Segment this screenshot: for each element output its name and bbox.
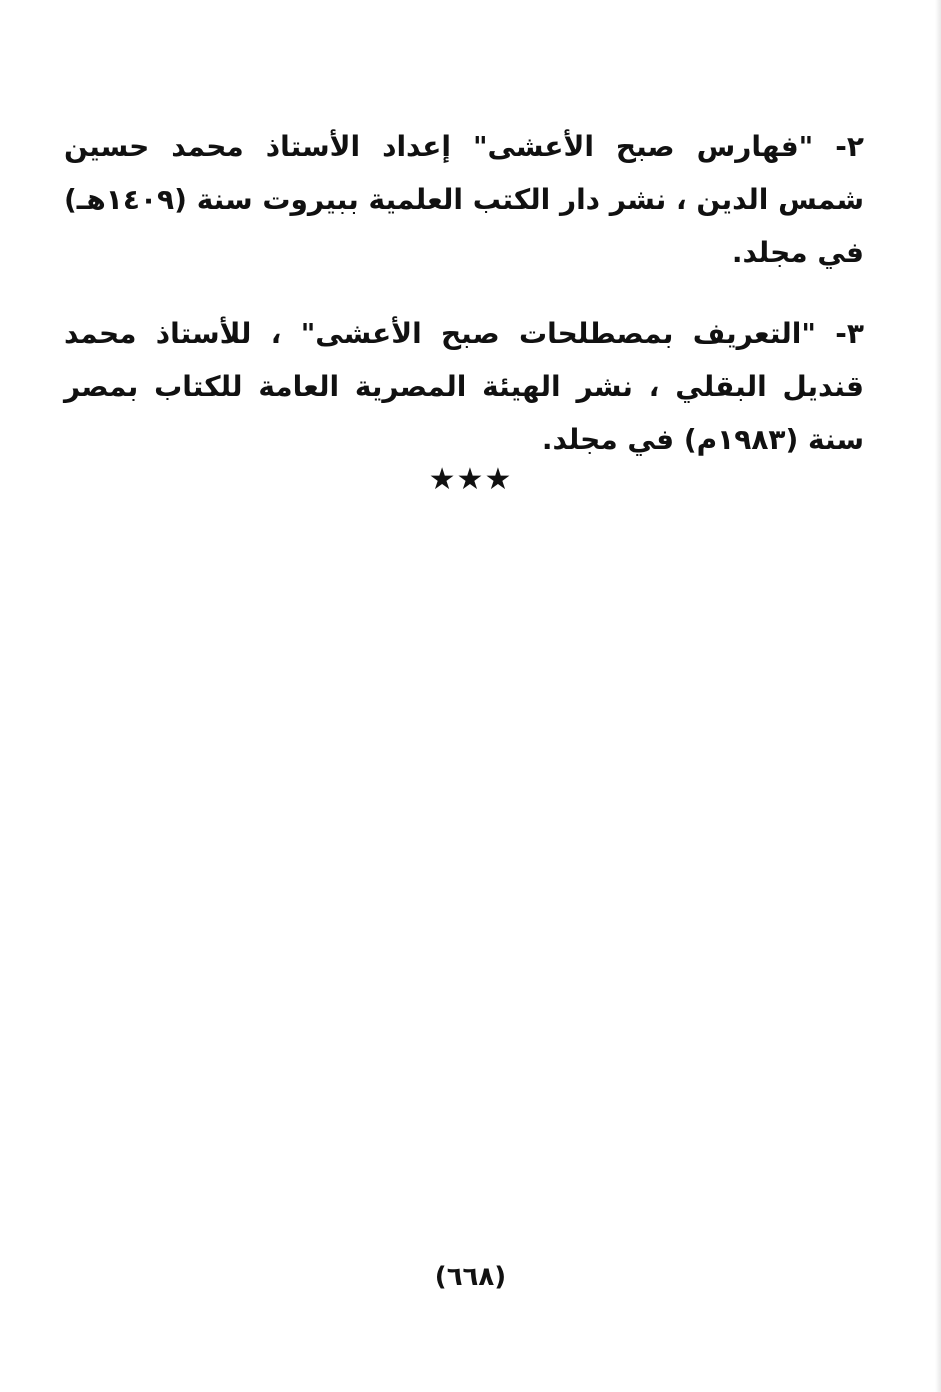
reference-entry-2: ٢- "فهارس صبح الأعشى" إعداد الأستاذ محمد حسين شمس الدين ، نشر دار الكتب العلمية ببيروت سنة (١٤٠٩هـ) في مجلد. — [64, 130, 864, 269]
reference-entry-3: ٣- "التعريف بمصطلحات صبح الأعشى" ، للأستاذ محمد قنديل البقلي ، نشر الهيئة المصرية العامة للكتاب بمصر سنة (١٩٨٣م) في مجلد. — [64, 317, 864, 456]
page-number: (٦٦٨) — [434, 1262, 507, 1292]
page-edge-shadow — [935, 0, 941, 1392]
section-separator-stars: ★★★ — [428, 462, 513, 497]
page-body — [64, 120, 864, 494]
